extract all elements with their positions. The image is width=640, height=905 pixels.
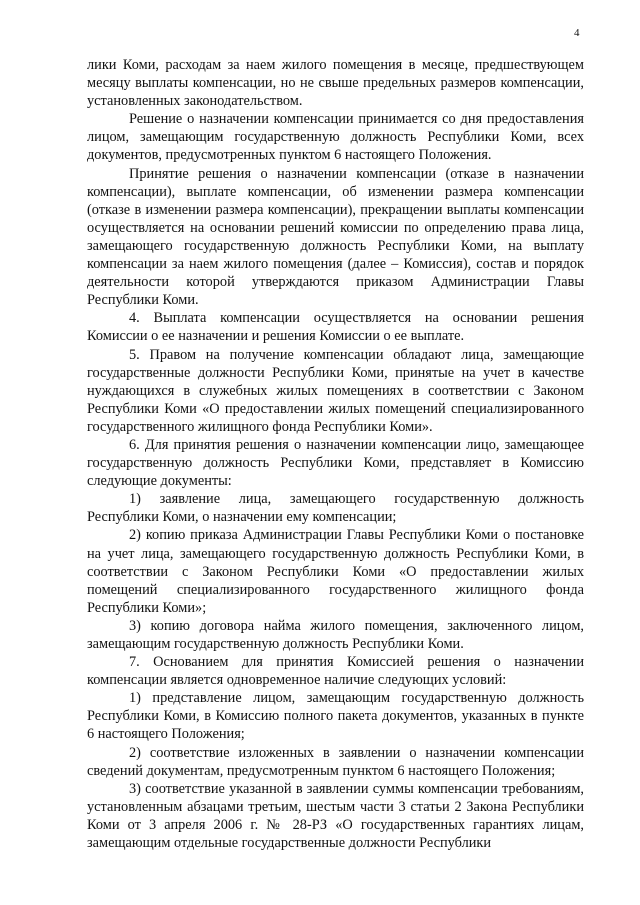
paragraph-item-7: 7. Основанием для принятия Комиссией решения о назначении компенсации является одновременное наличие следующих условий: <box>87 654 584 689</box>
paragraph-item-6-sub-2: 2) копию приказа Администрации Главы Республики Коми о постановке на учет лица, замещающего государственную должность Республики Коми, в соответствии с Законом Республики Коми «О предоставлении жилых помещений специализированного государственного жилищного фонда Республики Коми»; <box>87 527 584 616</box>
paragraph-decision-date: Решение о назначении компенсации принимается со дня предоставления лицом, замещающим государственную должность Республики Коми, всех документов, предусмотренных пунктом 6 настоящего Положения. <box>87 111 584 164</box>
paragraph-item-7-sub-1: 1) представление лицом, замещающим государственную должность Республики Коми, в Комиссию полного пакета документов, указанных в пункте 6 настоящего Положения; <box>87 690 584 743</box>
paragraph-item-6: 6. Для принятия решения о назначении компенсации лицо, замещающее государственную должность Республики Коми, представляет в Комиссию следующие документы: <box>87 436 584 490</box>
paragraph-commission-decisions: Принятие решения о назначении компенсации (отказе в назначении компенсации), выплате компенсации, об изменении размера компенсации (отказе в изменении размера компенсации), прекращении выплаты компенсации осуществляется на основании решений комиссии по определению права лица, замещающего государственную должность Республики Коми, на выплату компенсации за наем жилого помещения (далее – Комиссия), состав и порядок деятельности которой утверждаются приказом Администрации Главы Республики Коми. <box>87 165 584 309</box>
page-number: 4 <box>574 27 580 39</box>
paragraph-item-4: 4. Выплата компенсации осуществляется на основании решения Комиссии о ее назначении и решения Комиссии о ее выплате. <box>87 310 584 345</box>
paragraph-continuation: лики Коми, расходам за наем жилого помещения в месяце, предшествующем месяцу выплаты компенсации, но не свыше предельных размеров компенсации, установленных законодательством. <box>87 57 584 110</box>
paragraph-item-6-sub-3: 3) копию договора найма жилого помещения, заключенного лицом, замещающим государственную должность Республики Коми. <box>87 617 584 652</box>
paragraph-item-7-sub-2: 2) соответствие изложенных в заявлении о назначении компенсации сведений документам, предусмотренным пунктом 6 настоящего Положения; <box>87 744 584 779</box>
document-body <box>87 56 584 852</box>
paragraph-item-6-sub-1: 1) заявление лица, замещающего государственную должность Республики Коми, о назначении ему компенсации; <box>87 491 584 526</box>
paragraph-item-5: 5. Правом на получение компенсации обладают лица, замещающие государственные должности Республики Коми, принятые на учет в качестве нуждающихся в служебных жилых помещениях в соответствии с Законом Республики Коми «О предоставлении жилых помещений специализированного государственного жилищного фонда Республики Коми». <box>87 346 584 435</box>
paragraph-item-7-sub-3: 3) соответствие указанной в заявлении суммы компенсации требованиям, установленным абзацами третьим, шестым части 3 статьи 2 Закона Республики Коми от 3 апреля 2006 г. № 28-РЗ «О государственных гарантиях лицам, замещающим отдельные государственные должности Республики <box>87 780 584 852</box>
